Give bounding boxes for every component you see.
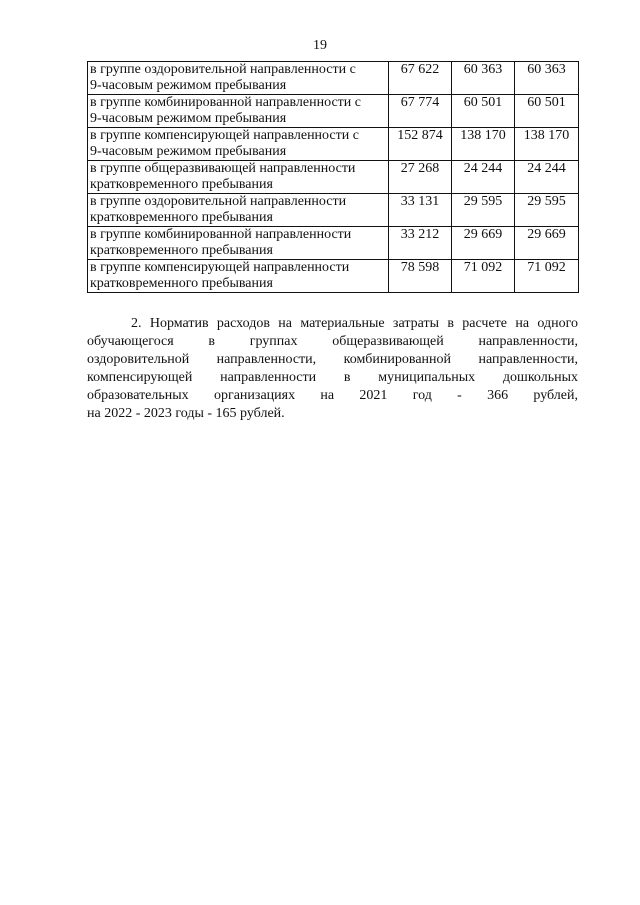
table-row [88, 95, 579, 128]
paragraph-line: на 2022 - 2023 годы - 165 рублей. [87, 406, 285, 421]
table-row [88, 260, 579, 293]
row-description [88, 161, 389, 194]
value-2021: 67 622 [389, 62, 452, 95]
value-2022: 24 244 [452, 161, 515, 194]
row-description-line-1: в группе общеразвивающей направленности [90, 161, 356, 176]
row-description-line-2: 9-часовым режимом пребывания [90, 144, 287, 159]
value-2022: 60 363 [452, 62, 515, 95]
row-description [88, 128, 389, 161]
value-2023: 60 363 [515, 62, 579, 95]
row-description [88, 62, 389, 95]
table-row [88, 128, 579, 161]
row-description-line-1: в группе комбинированной направленности с [90, 95, 361, 110]
row-description-line-1: в группе комбинированной направленности [90, 227, 352, 242]
value-2022: 60 501 [452, 95, 515, 128]
expense-norm-paragraph [87, 315, 578, 423]
row-description-line-1: в группе оздоровительной направленности [90, 194, 347, 209]
row-description-line-1: в группе компенсирующей направленности [90, 260, 350, 275]
row-description-line-2: кратковременного пребывания [90, 210, 273, 225]
value-2021: 33 131 [389, 194, 452, 227]
paragraph-line: 2. Норматив расходов на материальные затраты в расчете на одного [131, 316, 578, 331]
value-2021: 78 598 [389, 260, 452, 293]
table-row [88, 62, 579, 95]
value-2023: 29 595 [515, 194, 579, 227]
value-2023: 138 170 [515, 128, 579, 161]
value-2022: 29 669 [452, 227, 515, 260]
value-2023: 71 092 [515, 260, 579, 293]
value-2022: 71 092 [452, 260, 515, 293]
value-2023: 29 669 [515, 227, 579, 260]
paragraph-line: образовательных организациях на 2021 год - 366 рублей, [87, 388, 578, 403]
value-2022: 29 595 [452, 194, 515, 227]
value-2023: 60 501 [515, 95, 579, 128]
table-row [88, 161, 579, 194]
value-2021: 67 774 [389, 95, 452, 128]
paragraph-line: оздоровительной направленности, комбинированной направленности, [87, 352, 578, 367]
row-description [88, 260, 389, 293]
row-description [88, 194, 389, 227]
row-description-line-2: 9-часовым режимом пребывания [90, 78, 287, 93]
value-2021: 27 268 [389, 161, 452, 194]
paragraph-line: компенсирующей направленности в муниципальных дошкольных [87, 370, 578, 385]
row-description-line-2: кратковременного пребывания [90, 177, 273, 192]
row-description-line-2: кратковременного пребывания [90, 243, 273, 258]
row-description-line-2: 9-часовым режимом пребывания [90, 111, 287, 126]
value-2021: 33 212 [389, 227, 452, 260]
value-2022: 138 170 [452, 128, 515, 161]
page-number: 19 [313, 38, 327, 53]
row-description [88, 95, 389, 128]
row-description [88, 227, 389, 260]
table-row [88, 194, 579, 227]
value-2021: 152 874 [389, 128, 452, 161]
paragraph-line: обучающегося в группах общеразвивающей направленности, [87, 334, 578, 349]
table-row [88, 227, 579, 260]
norms-table [87, 61, 579, 293]
row-description-line-2: кратковременного пребывания [90, 276, 273, 291]
value-2023: 24 244 [515, 161, 579, 194]
row-description-line-1: в группе оздоровительной направленности с [90, 62, 356, 77]
row-description-line-1: в группе компенсирующей направленности с [90, 128, 359, 143]
